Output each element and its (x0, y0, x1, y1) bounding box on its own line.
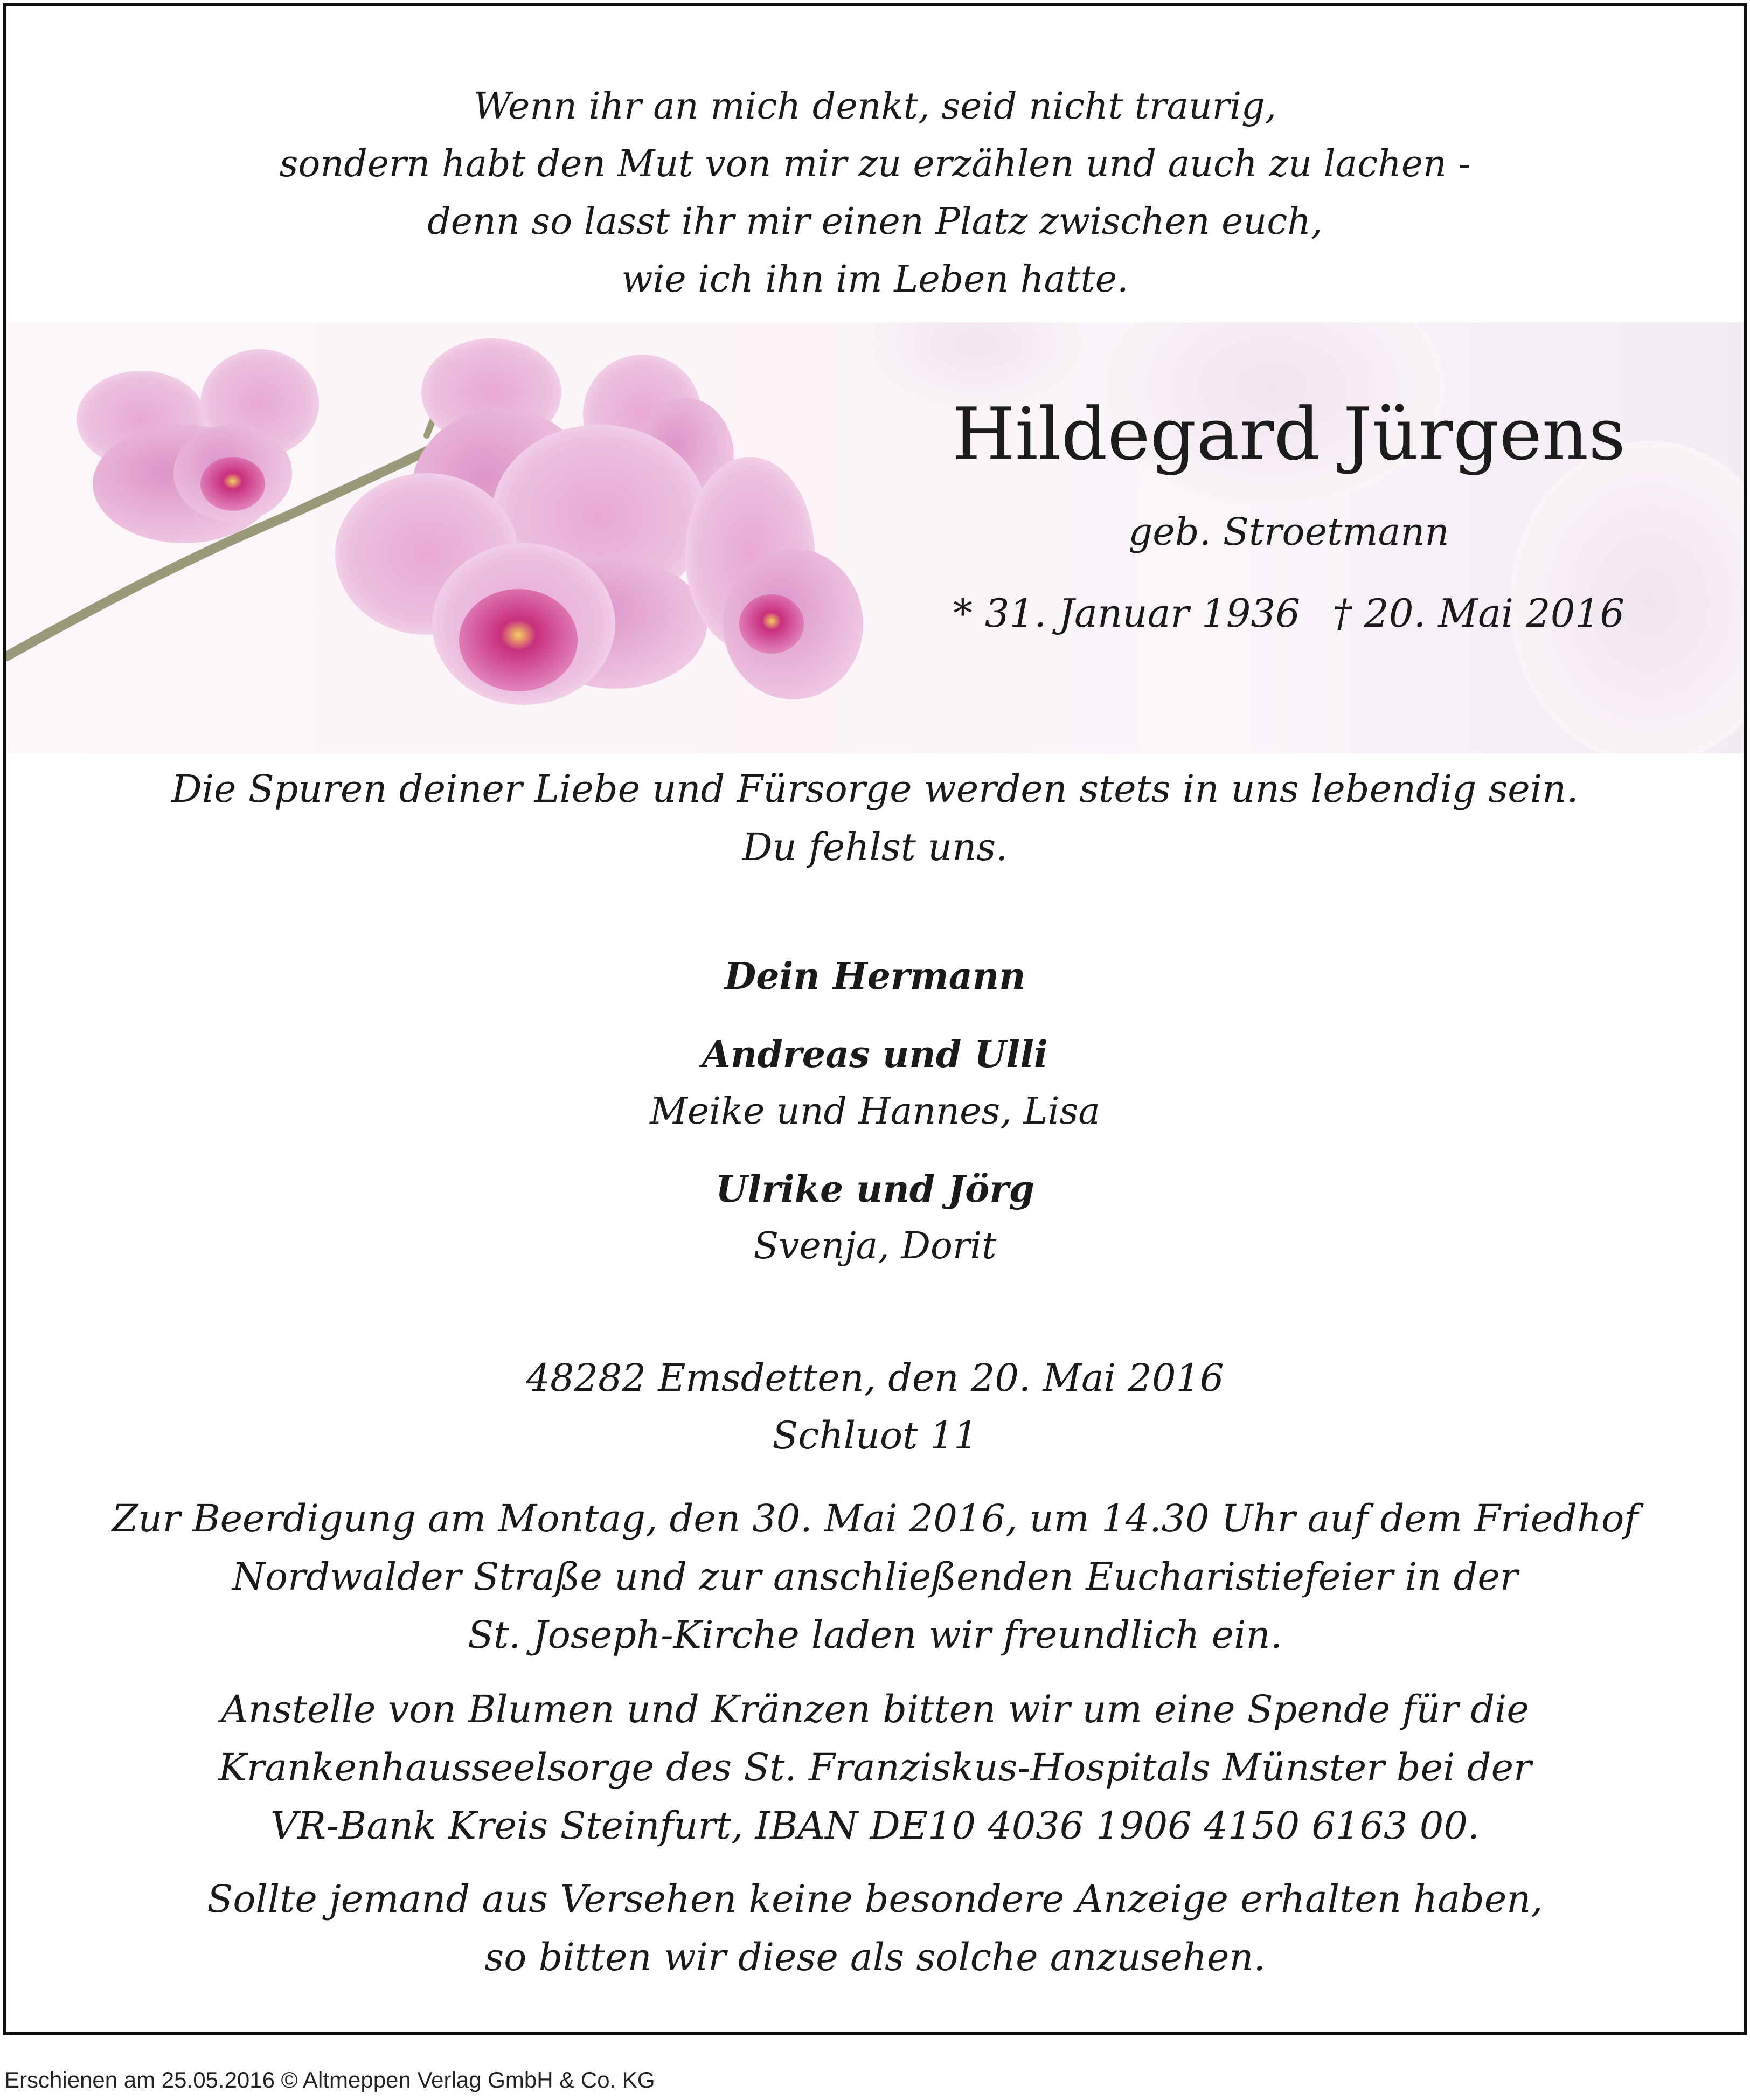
closing-line: so bitten wir diese als solche anzusehen. (484, 1935, 1266, 1979)
mourner-grandchildren: Meike und Hannes, Lisa (650, 1090, 1100, 1133)
poem (6, 78, 1744, 308)
grief-line: Die Spuren deiner Liebe und Fürsorge werden stets in uns lebendig sein. (171, 767, 1579, 811)
orchid-flower (335, 408, 707, 705)
mourners-list (6, 948, 1744, 1274)
donation-notice (6, 1680, 1744, 1855)
deceased-name: Hildegard Jürgens (952, 392, 1626, 476)
poem-line: sondern habt den Mut von mir zu erzählen und auch zu lachen - (279, 143, 1471, 185)
orchid-banner (6, 322, 1744, 753)
grief-text (6, 760, 1744, 876)
mourner-child: Ulrike und Jörg (716, 1168, 1034, 1211)
address-line: 48282 Emsdetten, den 20. Mai 2016 (526, 1356, 1224, 1400)
mourner-grandchildren: Svenja, Dorit (753, 1225, 997, 1267)
poem-line: wie ich ihn im Leben hatte. (621, 258, 1129, 301)
birth-name: geb. Stroetmann (1128, 510, 1449, 554)
address (6, 1349, 1744, 1465)
mourner-child: Andreas und Ulli (702, 1033, 1048, 1076)
burial-line: Zur Beerdigung am Montag, den 30. Mai 2016, um 14.30 Uhr auf dem Friedhof (112, 1496, 1638, 1541)
closing-line: Sollte jemand aus Versehen keine besondere Anzeige erhalten haben, (207, 1877, 1543, 1921)
death-date: † 20. Mai 2016 (1332, 591, 1625, 636)
burial-line: St. Joseph-Kirche laden wir freundlich ein. (468, 1613, 1282, 1657)
grief-line: Du fehlst uns. (742, 825, 1008, 869)
publication-footer: Erschienen am 25.05.2016 © Altmeppen Verlag GmbH & Co. KG (4, 2067, 655, 2092)
address-line: Schluot 11 (772, 1413, 978, 1458)
donation-line: Anstelle von Blumen und Kränzen bitten wir um eine Spende für die (221, 1687, 1529, 1731)
birth-date: * 31. Januar 1936 (953, 591, 1301, 636)
life-dates (804, 591, 1744, 636)
donation-line: Krankenhausseelsorge des St. Franziskus-Hospitals Münster bei der (218, 1745, 1532, 1790)
donation-line: VR-Bank Kreis Steinfurt, IBAN DE10 4036 1906 4150 6163 00. (270, 1804, 1480, 1848)
burial-line: Nordwalder Straße und zur anschließenden Eucharistiefeier in der (232, 1555, 1518, 1599)
closing-notice (6, 1870, 1744, 1986)
poem-line: Wenn ihr an mich denkt, seid nicht traurig, (473, 85, 1277, 128)
mourner-spouse: Dein Hermann (724, 955, 1026, 998)
orchid-flower (685, 457, 863, 699)
poem-line: denn so lasst ihr mir einen Platz zwischen euch, (427, 200, 1323, 243)
burial-notice (6, 1489, 1744, 1664)
obituary-frame (3, 3, 1747, 2035)
